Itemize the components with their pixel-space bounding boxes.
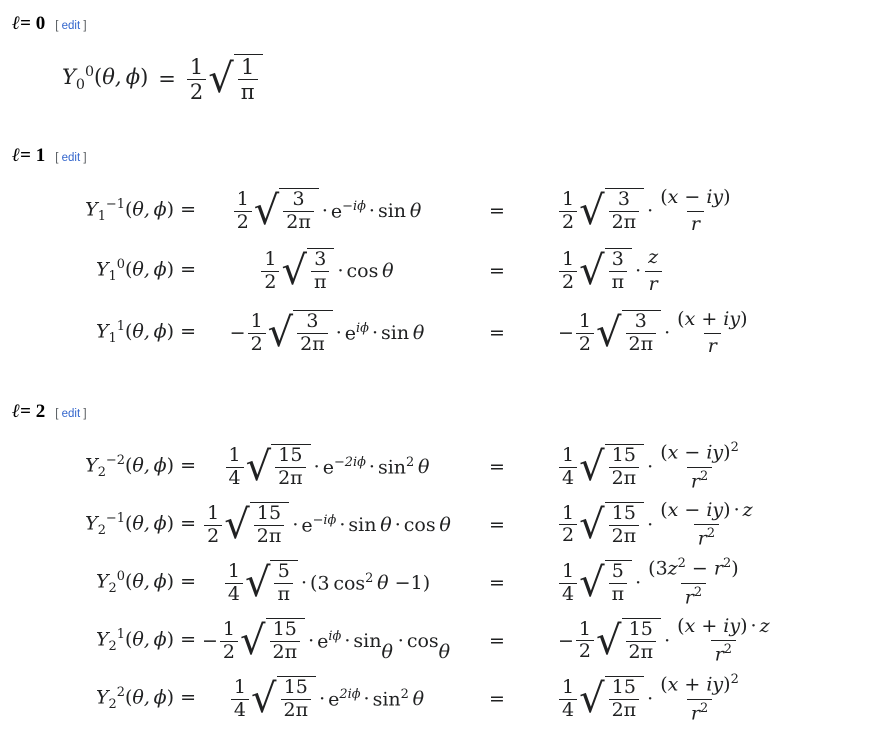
row-lhs: $Y_2^1(\theta$, ϕ) = (95, 627, 196, 655)
heading-value: 2 (35, 401, 46, 422)
equation-block-l2 (0, 438, 891, 728)
heading-value: 0 (35, 13, 46, 34)
row-lhs: $Y_2^0(\theta$, ϕ) = (95, 569, 196, 597)
row-right-expression: $\frac{1}{4}$ √ $\frac{15}{2\pi}$ · $\frac{(x - iy)^2}{r^2}$ (542, 441, 891, 492)
section-heading-l2 (12, 400, 87, 423)
row-lhs: $Y_2^2(\theta$, ϕ) = (95, 685, 196, 713)
row-middle-expression: − $\frac{1}{2}$ √ $\frac{3}{2\pi}$ · $e^{i\phi}$ · sin θ (229, 309, 425, 356)
edit-link-l1[interactable]: edit (61, 152, 81, 164)
row-right-expression: $\frac{1}{2}$ √ $\frac{15}{2\pi}$ · $\frac{(x - iy) \cdot z}{r^2}$ (542, 500, 891, 550)
sqrt-1-over-pi: √ $\frac{1}{\pi}$ (208, 54, 262, 104)
edit-link-l2[interactable]: edit (61, 408, 81, 420)
row-middle-expression: $\frac{1}{4}$ √ $\frac{15}{2\pi}$ · $e^{2i\phi}$ · $\sin^2$ θ (202, 676, 452, 722)
edit-link-l0[interactable]: edit (61, 20, 81, 32)
row-right-expression: − $\frac{1}{2}$ √ $\frac{3}{2\pi}$ · $\frac{(x + iy)}{r}$ (558, 307, 748, 357)
edit-section-l1 (55, 152, 86, 164)
row-equals: = (489, 514, 505, 536)
fraction-one-half: $\frac{1}{2}$ (187, 56, 206, 103)
row-equals: = (489, 572, 505, 594)
edit-bracket-open: [ (55, 152, 59, 164)
row-equals: = (489, 456, 505, 478)
ell-symbol: ℓ (12, 12, 21, 34)
heading-text-l0 (12, 12, 45, 35)
row-equals: = (489, 688, 505, 710)
edit-bracket-close: ] (83, 152, 87, 164)
ell-symbol: ℓ (12, 144, 21, 166)
row-lhs: $Y_1^{-1}(\theta$, ϕ) = (85, 197, 196, 225)
row-middle-expression: $\frac{1}{4}$ √ $\frac{15}{2\pi}$ · $e^{-2i\phi}$ · $\sin^2$ θ (202, 444, 452, 490)
equation-row-l2-m2 (0, 670, 891, 728)
heading-equals: = (20, 401, 31, 422)
equation-block-l1 (0, 182, 891, 364)
row-middle-expression: $\frac{1}{2}$ √ $\frac{3}{\pi}$ · cos θ (202, 248, 452, 294)
edit-bracket-close: ] (83, 20, 87, 32)
equation-row-l2-m-1 (0, 496, 891, 554)
equation-row-l1-m0 (0, 240, 891, 302)
row-equals: = (489, 630, 505, 652)
row-right-expression: $\frac{1}{4}$ √ $\frac{5}{\pi}$ · $\frac{(3z^2 - r^2)}{r^2}$ (542, 557, 891, 608)
row-right-expression: − $\frac{1}{2}$ √ $\frac{15}{2\pi}$ · $\frac{(x + iy) \cdot z}{r^2}$ (558, 614, 770, 666)
row-equals: = (489, 322, 505, 344)
section-heading-l1 (12, 144, 87, 167)
equation-row-l2-m1 (0, 612, 891, 670)
edit-bracket-close: ] (83, 408, 87, 420)
row-equals: = (489, 200, 505, 222)
row-middle-expression: $\frac{1}{2}$ √ $\frac{15}{2\pi}$ · $e^{-i\phi}$ · sin θ · cos θ (202, 502, 452, 548)
row-equals: = (489, 260, 505, 282)
row-middle-expression: $\frac{1}{4}$ √ $\frac{5}{\pi}$ · ( 3 $\cos^2$ θ − 1 ) (202, 560, 452, 606)
equation-row-l2-m0 (0, 554, 891, 612)
equals-sign: = (158, 67, 176, 92)
edit-section-l2 (55, 408, 86, 420)
edit-bracket-open: [ (55, 408, 59, 420)
row-lhs: $Y_1^1(\theta$, ϕ) = (95, 319, 196, 347)
heading-equals: = (20, 145, 31, 166)
heading-value: 1 (35, 145, 46, 166)
lhs-Y00: $Y_0^0(\theta$, ϕ) (62, 64, 149, 94)
heading-text-l2 (12, 400, 45, 423)
equation-row-l1-m1 (0, 302, 891, 364)
row-lhs: $Y_2^{-1}(\theta$, ϕ) = (85, 511, 196, 539)
heading-equals: = (20, 13, 31, 34)
edit-section-l0 (55, 20, 86, 32)
row-right-expression: $\frac{1}{2}$ √ $\frac{3}{\pi}$ · $\frac{z}{r}$ (542, 247, 891, 296)
section-heading-l0 (12, 12, 87, 35)
row-right-expression: $\frac{1}{4}$ √ $\frac{15}{2\pi}$ · $\frac{(x + iy)^2}{r^2}$ (542, 673, 891, 724)
equation-row-l1-m-1 (0, 182, 891, 240)
fraction-one-over-pi: $\frac{1}{\pi}$ (238, 56, 258, 103)
row-lhs: $Y_1^0(\theta$, ϕ) = (95, 257, 196, 285)
equation-row-l2-m-2 (0, 438, 891, 496)
row-lhs: $Y_2^{-2}(\theta$, ϕ) = (85, 453, 196, 481)
row-middle-expression: $\frac{1}{2}$ √ $\frac{3}{2\pi}$ · $e^{-i\phi}$ · sin θ (202, 188, 452, 234)
edit-bracket-open: [ (55, 20, 59, 32)
row-right-expression: $\frac{1}{2}$ √ $\frac{3}{2\pi}$ · $\frac{(x - iy)}{r}$ (542, 187, 891, 236)
equation-l0-m0 (62, 54, 263, 104)
ell-symbol: ℓ (12, 400, 21, 422)
heading-text-l1 (12, 144, 45, 167)
row-middle-expression: − $\frac{1}{2}$ √ $\frac{15}{2\pi}$ · $e^{i\phi}$ · sin θ · cos θ (202, 617, 451, 664)
